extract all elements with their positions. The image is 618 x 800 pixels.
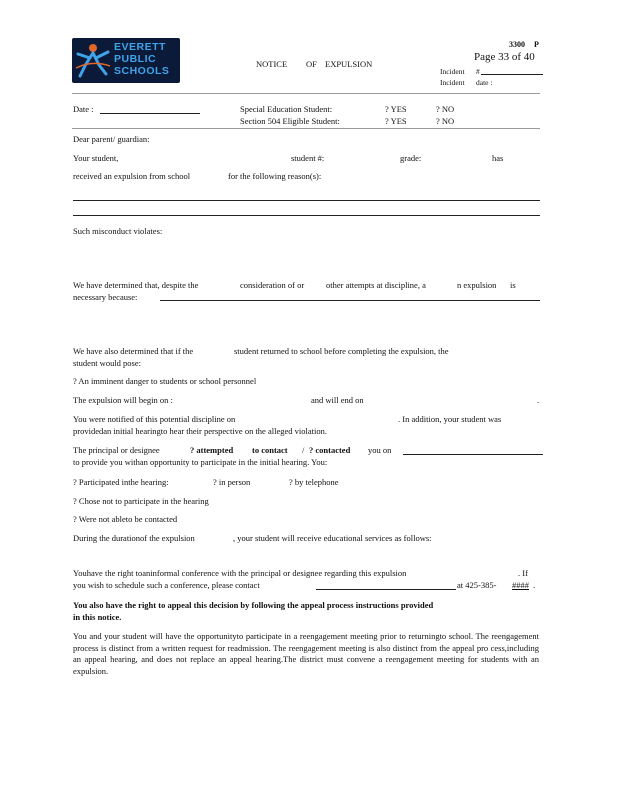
appeal-notice-text: You also have the right to appeal this decision by following the appeal process instructions provided bbox=[73, 600, 434, 610]
attempted-checkbox[interactable]: ? attempted bbox=[190, 445, 234, 455]
reason-line-1[interactable] bbox=[73, 200, 540, 201]
appeal-notice-text-2: in this notice. bbox=[73, 612, 122, 622]
special-education-label: Special Education Student: bbox=[240, 104, 333, 114]
informal-if-text: . If bbox=[518, 568, 528, 578]
principal-designee-text: The principal or designee bbox=[73, 445, 160, 455]
provide-opportunity-text: to provide you withan opportunity to participate in the initial hearing. You: bbox=[73, 457, 328, 467]
received-expulsion-text: received an expulsion from school bbox=[73, 171, 191, 181]
contact-name-field[interactable] bbox=[316, 589, 456, 590]
section504-no-checkbox[interactable]: ? NO bbox=[436, 116, 455, 126]
in-person-checkbox[interactable]: ? in person bbox=[213, 477, 251, 487]
expulsion-begin-label: The expulsion will begin on : bbox=[73, 395, 173, 405]
also-determined-b: student returned to school before completing the expulsion, the bbox=[234, 346, 449, 356]
reason-line-2[interactable] bbox=[73, 215, 540, 216]
section504-label: Section 504 Eligible Student: bbox=[240, 116, 340, 126]
contacted-checkbox[interactable]: ? contacted bbox=[309, 445, 351, 455]
policy-suffix: P bbox=[534, 40, 539, 49]
incident-date-label: Incident bbox=[440, 78, 465, 87]
section-divider bbox=[72, 128, 540, 129]
would-pose-label: student would pose: bbox=[73, 358, 141, 368]
date-label: Date : bbox=[73, 104, 94, 114]
expulsion-end-label: and will end on bbox=[311, 395, 364, 405]
district-logo bbox=[72, 38, 180, 83]
during-text-b: , your student will receive educational services as follows: bbox=[233, 533, 432, 543]
participated-checkbox[interactable]: ? Participated inthe hearing: bbox=[73, 477, 169, 487]
contact-date-field[interactable] bbox=[403, 454, 543, 455]
phone-suffix[interactable]: #### bbox=[512, 580, 529, 590]
necessary-because-label: necessary because: bbox=[73, 292, 138, 302]
reengagement-paragraph: You and your student will have the opportunityto participate in a reengagement meeting prior to returningto school. The reengagement process is distinct from a written request for readmission. The reengagement meeting is also distinct from the appeal pro cess,including an appeal hearing, and does not replace an appeal hearing.The district must convene a reengagement meeting for students with an expulsion. bbox=[73, 631, 539, 676]
imminent-danger-checkbox[interactable]: ? An imminent danger to students or school personnel bbox=[73, 376, 257, 386]
chose-not-checkbox[interactable]: ? Chose not to participate in the hearing bbox=[73, 496, 209, 506]
has-text: has bbox=[492, 153, 504, 163]
you-on-text: you on bbox=[368, 445, 392, 455]
notified-text-b: . In addition, your student was bbox=[398, 414, 502, 424]
reasons-label: for the following reason(s): bbox=[228, 171, 322, 181]
special-ed-no-checkbox[interactable]: ? NO bbox=[436, 104, 455, 114]
notified-text-a: You were notified of this potential discipline on bbox=[73, 414, 236, 424]
also-determined-a: We have also determined that if the bbox=[73, 346, 194, 356]
your-student-label: Your student, bbox=[73, 153, 119, 163]
schedule-text: you wish to schedule such a conference, please contact bbox=[73, 580, 260, 590]
special-ed-yes-checkbox[interactable]: ? YES bbox=[385, 104, 407, 114]
section504-yes-checkbox[interactable]: ? YES bbox=[385, 116, 407, 126]
title-of: OF bbox=[306, 59, 317, 69]
header-divider bbox=[72, 93, 540, 94]
determined-text-a: We have determined that, despite the bbox=[73, 280, 199, 290]
initial-hearing-text: providedan initial hearingto hear their perspective on the alleged violation. bbox=[73, 426, 327, 436]
unable-contact-checkbox[interactable]: ? Were not ableto be contacted bbox=[73, 514, 178, 524]
incident-number-field[interactable] bbox=[481, 74, 543, 75]
determined-text-c: other attempts at discipline, a bbox=[326, 280, 426, 290]
slash-text: / bbox=[302, 445, 305, 455]
page-number: Page 33 of 40 bbox=[474, 51, 535, 63]
by-telephone-checkbox[interactable]: ? by telephone bbox=[289, 477, 339, 487]
violates-label: Such misconduct violates: bbox=[73, 226, 163, 236]
during-text-a: During the durationof the expulsion bbox=[73, 533, 195, 543]
title-expulsion: EXPULSION bbox=[325, 59, 373, 69]
grade-label: grade: bbox=[400, 153, 422, 163]
phone-period: . bbox=[533, 580, 536, 590]
to-contact-text: to contact bbox=[252, 445, 288, 455]
informal-conference-text: Youhave the right toaninformal conference with the principal or designee regarding this expulsion bbox=[73, 568, 407, 578]
expulsion-end-period: . bbox=[537, 395, 540, 405]
title-notice: NOTICE bbox=[256, 59, 288, 69]
runner-figure-icon bbox=[72, 38, 114, 83]
incident-number-hash: # bbox=[476, 67, 480, 76]
incident-number-label: Incident bbox=[440, 67, 465, 76]
incident-date-text: date : bbox=[476, 78, 493, 87]
student-number-label: student #: bbox=[291, 153, 325, 163]
salutation: Dear parent/ guardian: bbox=[73, 134, 150, 144]
date-field[interactable] bbox=[100, 113, 200, 114]
determined-text-e: is bbox=[510, 280, 516, 290]
policy-number: 3300 bbox=[509, 40, 525, 49]
logo-wordmark: EVERETT PUBLIC SCHOOLS bbox=[114, 41, 170, 77]
determined-text-d: n expulsion bbox=[457, 280, 497, 290]
determined-text-b: consideration of or bbox=[240, 280, 305, 290]
necessary-because-field[interactable] bbox=[160, 300, 540, 301]
phone-prefix: at 425-385- bbox=[457, 580, 497, 590]
